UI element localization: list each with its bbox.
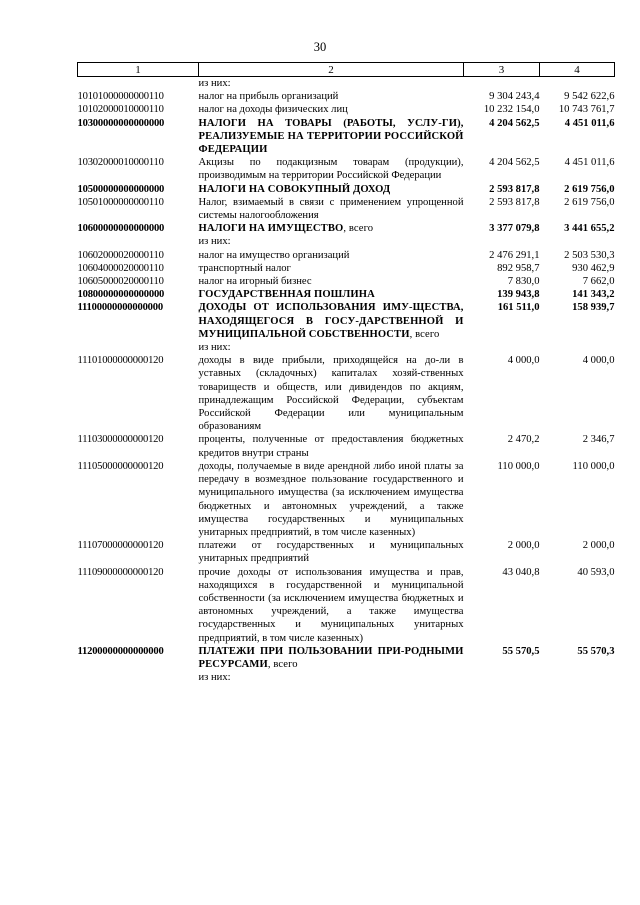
row-code: 10602000020000110 [77, 249, 164, 261]
row-code [78, 77, 199, 91]
row-value-col4: 2 619 756,0 [564, 183, 615, 195]
row-code: 10604000020000110 [77, 262, 164, 274]
row-value-col4: 9 542 622,6 [564, 91, 615, 103]
row-value-col3: 4 204 562,5 [489, 117, 540, 129]
row-name-with-suffix [199, 301, 464, 341]
row-value-col4 [540, 671, 615, 684]
row-code: 10302000010000110 [77, 157, 164, 169]
row-code: 10300000000000000 [77, 117, 165, 129]
row-name-with-suffix [199, 645, 464, 671]
table-row [78, 262, 615, 275]
row-value-col3 [464, 77, 540, 91]
row-name-suffix: , всего [409, 328, 440, 340]
row-value-col3: 892 958,7 [497, 262, 540, 274]
row-value-col4: 2 619 756,0 [564, 196, 615, 208]
table-row [78, 354, 615, 433]
row-value-col3: 4 000,0 [507, 355, 540, 367]
table-row [78, 196, 615, 222]
row-name: НАЛОГИ НА СОВОКУПНЫЙ ДОХОД [198, 183, 391, 195]
table-row [78, 341, 615, 354]
table-row [78, 566, 615, 645]
row-code [78, 671, 199, 684]
header-col-1: 1 [78, 63, 199, 77]
row-name: платежи от государственных и муниципальных унитарных предприятий [198, 540, 464, 565]
row-value-col3: 4 204 562,5 [489, 157, 540, 169]
row-name: налог на игорный бизнес [198, 276, 312, 288]
row-value-col4: 2 503 530,3 [564, 249, 615, 261]
row-code: 11101000000000120 [77, 355, 164, 367]
row-name: из них: [198, 342, 231, 354]
header-col-3: 3 [464, 63, 540, 77]
row-name-with-suffix [199, 222, 464, 235]
row-name: транспортный налог [198, 262, 291, 274]
row-value-col4: 2 000,0 [582, 540, 615, 552]
table-row [78, 645, 615, 671]
row-name: из них: [198, 672, 231, 684]
table-row [78, 671, 615, 684]
row-value-col4: 7 662,0 [582, 276, 615, 288]
row-value-col3: 7 830,0 [507, 276, 540, 288]
row-code: 10800000000000000 [77, 289, 165, 301]
table-row [78, 460, 615, 539]
page-number: 30 [313, 40, 327, 54]
row-name-suffix: , всего [267, 658, 298, 670]
row-name: проценты, полученные от предоставления бюджетных кредитов внутри страны [198, 434, 464, 459]
row-value-col4: 55 570,3 [577, 645, 615, 657]
row-value-col4: 930 462,9 [572, 262, 615, 274]
row-code: 10101000000000110 [77, 91, 164, 103]
row-name: Акцизы по подакцизным товарам (продукции), производимым на территории Российской Федерации [198, 157, 464, 182]
budget-revenue-table [77, 62, 615, 684]
table-row [78, 433, 615, 459]
table-header-row [78, 63, 615, 77]
row-code: 11109000000000120 [77, 566, 164, 578]
row-name: НАЛОГИ НА ТОВАРЫ (РАБОТЫ, УСЛУ-ГИ), РЕАЛИЗУЕМЫЕ НА ТЕРРИТОРИИ РОССИЙСКОЙ ФЕДЕРАЦИИ [198, 117, 464, 156]
row-name: ПЛАТЕЖИ ПРИ ПОЛЬЗОВАНИИ ПРИ-РОДНЫМИ РЕСУРСАМИ [198, 645, 464, 670]
row-value-col4: 110 000,0 [572, 460, 615, 472]
table-row [78, 90, 615, 103]
row-name: ГОСУДАРСТВЕННАЯ ПОШЛИНА [198, 289, 375, 301]
row-name: налог на прибыль организаций [198, 91, 339, 103]
row-name: из них: [198, 78, 231, 89]
row-value-col4: 40 593,0 [577, 566, 615, 578]
row-name: доходы, получаемые в виде арендной либо иной платы за передачу в возмездное пользование государственного и муниципального имущества (за исключением имущества бюджетных и автономных учреждений, а также имущества государственных и муниципальных унитарных предприятий, в том числе казенных) [198, 460, 464, 538]
row-code: 11100000000000000 [77, 302, 163, 314]
row-name: Налог, взимаемый в связи с применением упрощенной системы налогообложения [198, 196, 464, 222]
table-row [78, 222, 615, 235]
table-row [78, 288, 615, 301]
row-value-col3: 110 000,0 [497, 460, 540, 472]
row-value-col4 [540, 341, 615, 354]
row-value-col3: 55 570,5 [502, 645, 540, 657]
table-row [78, 117, 615, 157]
row-name: доходы в виде прибыли, приходящейся на до-ли в уставных (складочных) капиталах хозяй-ственных товариществ и обществ, или дивидендов по акциям, принадлежащим Российской Федерации, субъектам Российской Федерации или муниципальным образованиям [198, 355, 464, 433]
row-code: 11103000000000120 [77, 434, 164, 446]
table-row [78, 77, 615, 91]
row-value-col3: 3 377 079,8 [489, 223, 540, 235]
table-row [78, 249, 615, 262]
row-code: 10605000020000110 [77, 276, 164, 288]
row-code [78, 235, 199, 248]
row-code: 11105000000000120 [77, 460, 164, 472]
row-value-col3: 10 232 154,0 [483, 104, 540, 116]
row-code: 11200000000000000 [77, 645, 164, 657]
table-row [78, 275, 615, 288]
row-name: налог на имущество организаций [198, 249, 350, 261]
row-code: 10501000000000110 [77, 196, 164, 208]
row-name: налог на доходы физических лиц [198, 104, 348, 116]
table-row [78, 539, 615, 565]
row-value-col3: 9 304 243,4 [489, 91, 540, 103]
header-col-2: 2 [199, 63, 464, 77]
row-code [78, 341, 199, 354]
row-value-col3 [464, 341, 540, 354]
row-value-col3: 139 943,8 [497, 289, 540, 301]
row-value-col4: 141 343,2 [572, 289, 615, 301]
table-row [78, 235, 615, 248]
row-value-col4: 2 346,7 [582, 434, 615, 446]
row-name: из них: [198, 236, 231, 248]
row-value-col3: 43 040,8 [502, 566, 540, 578]
row-value-col3: 2 593 817,8 [489, 196, 540, 208]
header-col-4: 4 [540, 63, 615, 77]
row-value-col3: 161 511,0 [497, 302, 540, 314]
row-code: 10600000000000000 [77, 223, 165, 235]
row-value-col4 [540, 77, 615, 91]
row-name-suffix: , всего [343, 223, 374, 235]
row-code: 11107000000000120 [77, 540, 164, 552]
row-value-col3 [464, 671, 540, 684]
row-value-col4 [540, 235, 615, 248]
row-value-col4: 158 939,7 [572, 302, 615, 314]
row-code: 10102000010000110 [77, 104, 164, 116]
row-value-col4: 10 743 761,7 [558, 104, 615, 116]
row-value-col4: 4 000,0 [582, 355, 615, 367]
row-value-col4: 3 441 655,2 [564, 223, 615, 235]
row-name: прочие доходы от использования имущества и прав, находящихся в государственной и муниципальной собственности (за исключением имущества бюджетных и автономных учреждений, а также имущества государственных и муниципальных унитарных предприятий, в том числе казенных) [198, 566, 464, 644]
row-name: НАЛОГИ НА ИМУЩЕСТВО [198, 223, 344, 235]
row-code: 10500000000000000 [77, 183, 165, 195]
row-value-col4: 4 451 011,6 [564, 157, 615, 169]
row-value-col3: 2 593 817,8 [489, 183, 540, 195]
row-name: ДОХОДЫ ОТ ИСПОЛЬЗОВАНИЯ ИМУ-ЩЕСТВА, НАХОДЯЩЕГОСЯ В ГОСУ-ДАРСТВЕННОЙ И МУНИЦИПАЛЬНОЙ СОБСТВЕННОСТИ [198, 302, 464, 340]
row-value-col4: 4 451 011,6 [564, 117, 615, 129]
row-value-col3 [464, 235, 540, 248]
row-value-col3: 2 476 291,1 [489, 249, 540, 261]
row-value-col3: 2 000,0 [507, 540, 540, 552]
row-value-col3: 2 470,2 [507, 434, 540, 446]
table-row [78, 156, 615, 182]
table-row [78, 183, 615, 196]
table-row [78, 301, 615, 341]
table-row [78, 103, 615, 116]
